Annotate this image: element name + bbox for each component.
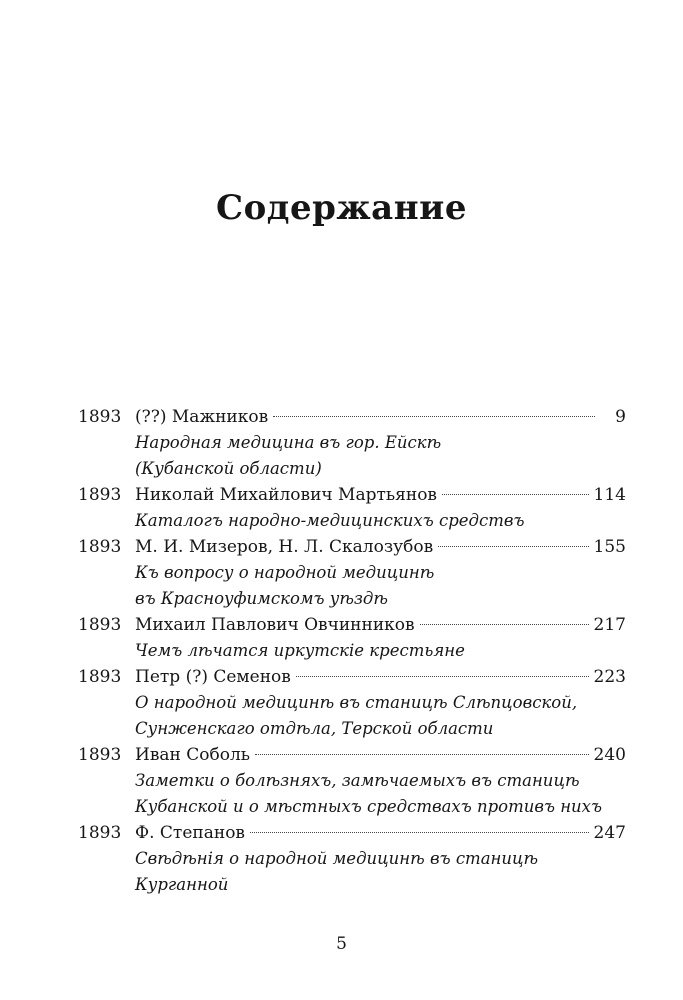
toc-work-title-line: въ Красноуфимскомъ уѣздѣ bbox=[135, 589, 388, 608]
toc-entry bbox=[78, 482, 626, 534]
toc-entry-header bbox=[78, 664, 626, 690]
toc-work-title-line: Свѣдѣнія о народной медицинѣ въ станицѣ bbox=[135, 849, 539, 868]
toc-work-title-line: Курганной bbox=[135, 875, 229, 894]
toc-entry-header bbox=[78, 534, 626, 560]
toc-author: Михаил Павлович Овчинников bbox=[135, 615, 415, 635]
toc-work-title-line: Заметки о болѣзняхъ, замѣчаемыхъ въ станицѣ bbox=[135, 771, 580, 790]
toc-author: (??) Мажников bbox=[135, 407, 269, 427]
toc-work-title-line: Къ вопросу о народной медицинѣ bbox=[135, 563, 435, 582]
dot-leader bbox=[442, 494, 589, 495]
toc-page-number: 247 bbox=[593, 823, 626, 843]
toc-entry bbox=[78, 742, 626, 820]
toc-work-title-line: О народной медицинѣ въ станицѣ Слѣпцовской, bbox=[135, 693, 578, 712]
toc-page-number: 114 bbox=[593, 485, 626, 505]
toc-entry bbox=[78, 820, 626, 898]
toc-year: 1893 bbox=[78, 615, 122, 635]
toc-year: 1893 bbox=[78, 407, 122, 427]
toc-page-number: 217 bbox=[593, 615, 626, 635]
toc-page-number: 155 bbox=[593, 537, 626, 557]
toc-year: 1893 bbox=[78, 745, 122, 765]
toc-work-title-line: Чемъ лѣчатся иркутскіе крестьяне bbox=[135, 641, 465, 660]
toc-page-number: 240 bbox=[593, 745, 626, 765]
dot-leader bbox=[438, 546, 588, 547]
toc-entry-header bbox=[78, 482, 626, 508]
toc-entry-header bbox=[78, 742, 626, 768]
toc-work-title-line: Каталогъ народно-медицинскихъ средствъ bbox=[135, 511, 525, 530]
dot-leader bbox=[296, 676, 589, 677]
toc-entry bbox=[78, 534, 626, 612]
toc-entry bbox=[78, 612, 626, 664]
dot-leader bbox=[420, 624, 589, 625]
toc-author: Ф. Степанов bbox=[135, 823, 245, 843]
toc-entry-header bbox=[78, 612, 626, 638]
toc-author: М. И. Мизеров, Н. Л. Скалозубов bbox=[135, 537, 434, 557]
dot-leader bbox=[250, 832, 589, 833]
toc-entry-header bbox=[78, 820, 626, 846]
dot-leader bbox=[273, 416, 595, 417]
toc-year: 1893 bbox=[78, 667, 122, 687]
toc-entry bbox=[78, 404, 626, 482]
toc-year: 1893 bbox=[78, 537, 122, 557]
table-of-contents bbox=[78, 404, 626, 898]
toc-work-title-line: Кубанской и о мѣстныхъ средствахъ противъ нихъ bbox=[135, 797, 602, 816]
toc-page-number: 223 bbox=[593, 667, 626, 687]
toc-entry-header bbox=[78, 404, 626, 430]
toc-page-number: 9 bbox=[615, 407, 626, 427]
toc-author: Иван Соболь bbox=[135, 745, 251, 765]
toc-year: 1893 bbox=[78, 823, 122, 843]
toc-author: Николай Михайлович Мартьянов bbox=[135, 485, 437, 505]
toc-year: 1893 bbox=[78, 485, 122, 505]
toc-work-title-line: Народная медицина въ гор. Ейскѣ bbox=[135, 433, 442, 452]
toc-work-title-line: Сунженскаго отдѣла, Терской области bbox=[135, 719, 494, 738]
page-title: Содержание bbox=[216, 188, 467, 228]
toc-entry bbox=[78, 664, 626, 742]
toc-work-title-line: (Кубанской области) bbox=[135, 459, 322, 478]
dot-leader bbox=[255, 754, 589, 755]
toc-author: Петр (?) Семенов bbox=[135, 667, 291, 687]
page-number: 5 bbox=[336, 934, 347, 954]
